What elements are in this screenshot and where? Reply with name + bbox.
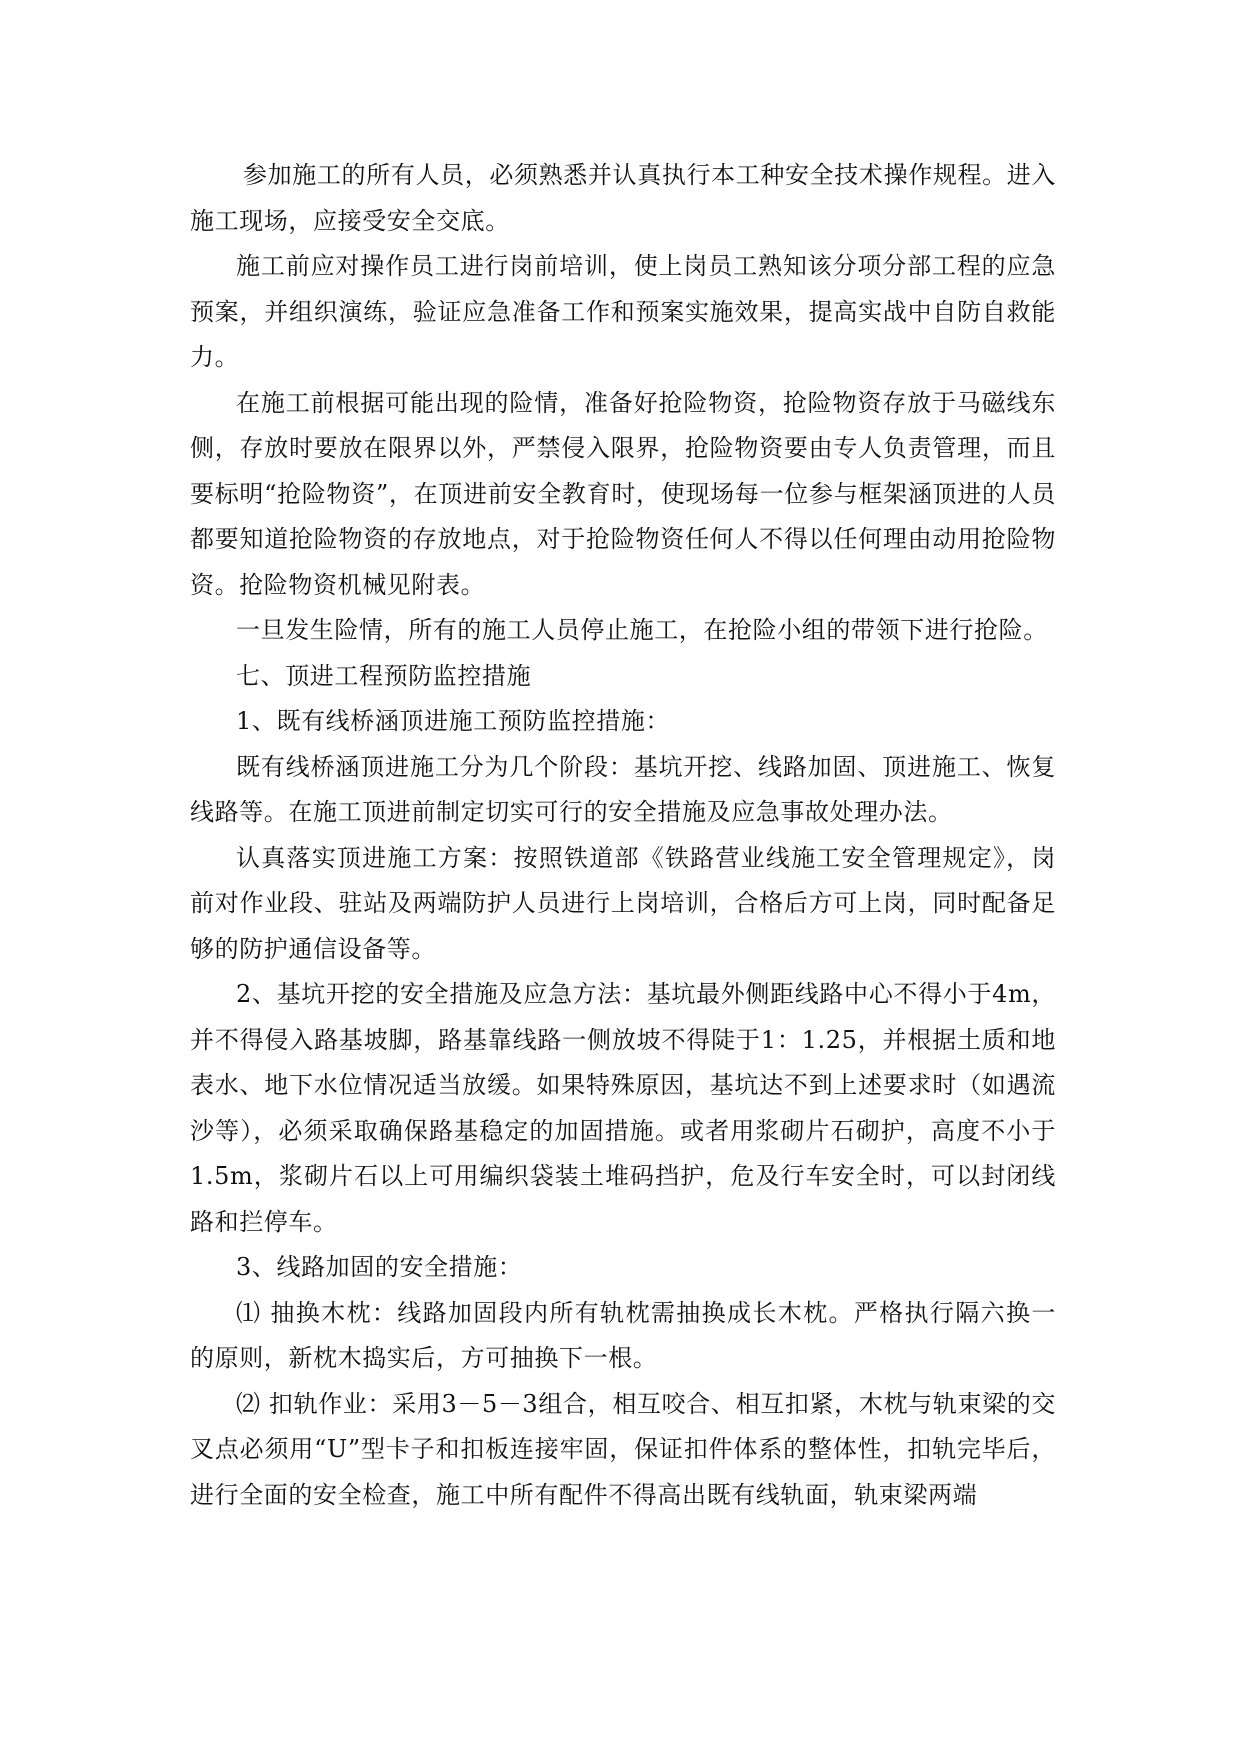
document-body (190, 153, 1056, 1518)
paragraph-pre-job-training: 施工前应对操作员工进行岗前培训，使上岗员工熟知该分项分部工程的应急预案，并组织演练，验证应急准备工作和预案实施效果，提高实战中自防自救能力。 (190, 252, 1056, 371)
subheading-track-reinforcement: 3、线路加固的安全措施： (236, 1253, 523, 1281)
paragraph-emergency-response: 一旦发生险情，所有的施工人员停止施工，在抢险小组的带领下进行抢险。 (236, 616, 1048, 644)
list-item-sleeper-replacement: ⑴ 抽换木枕：线路加固段内所有轨枕需抽换成长木枕。严格执行隔六换一的原则，新枕木捣实后，方可抽换下一根。 (190, 1298, 1056, 1372)
paragraph-implementation-plan: 认真落实顶进施工方案：按照铁道部《铁路营业线施工安全管理规定》，岗前对作业段、驻站及两端防护人员进行上岗培训，合格后方可上岗，同时配备足够的防护通信设备等。 (190, 843, 1056, 963)
paragraph-pit-excavation-safety: 2、基坑开挖的安全措施及应急方法：基坑最外侧距线路中心不得小于4m，并不得侵入路基坡脚，路基靠线路一侧放坡不得陡于1：1.25，并根据土质和地表水、地下水位情况适当放缓。如果特殊原因，基坑达不到上述要求时（如遇流沙等），必须采取确保路基稳定的加固措施。或者用浆砌片石砌护，高度不小于1.5m，浆砌片石以上可用编织袋装土堆码挡护，危及行车安全时，可以封闭线路和拦停车。 (190, 980, 1056, 1236)
list-item-rail-clamping: ⑵ 扣轨作业：采用3－5－3组合，相互咬合、相互扣紧，木枕与轨束梁的交叉点必须用“U”型卡子和扣板连接牢固，保证扣件体系的整体性，扣轨完毕后，进行全面的安全检查，施工中所有配件不得高出既有线轨面，轨束梁两端 (190, 1389, 1056, 1509)
subheading-existing-line-jacking: 1、既有线桥涵顶进施工预防监控措施： (236, 707, 671, 735)
paragraph-construction-stages: 既有线桥涵顶进施工分为几个阶段：基坑开挖、线路加固、顶进施工、恢复线路等。在施工顶进前制定切实可行的安全措施及应急事故处理办法。 (190, 752, 1056, 826)
paragraph-emergency-supplies: 在施工前根据可能出现的险情，准备好抢险物资，抢险物资存放于马磁线东侧，存放时要放在限界以外，严禁侵入限界，抢险物资要由专人负责管理，而且要标明“抢险物资”，在顶进前安全教育时，使现场每一位参与框架涵顶进的人员都要知道抢险物资的存放地点，对于抢险物资任何人不得以任何理由动用抢险物资。抢险物资机械见附表。 (190, 388, 1056, 599)
paragraph-personnel-rules: 参加施工的所有人员，必须熟悉并认真执行本工种安全技术操作规程。进入施工现场，应接受安全交底。 (190, 161, 1056, 235)
section-heading-jacking-monitoring: 七、顶进工程预防监控措施 (236, 661, 532, 690)
